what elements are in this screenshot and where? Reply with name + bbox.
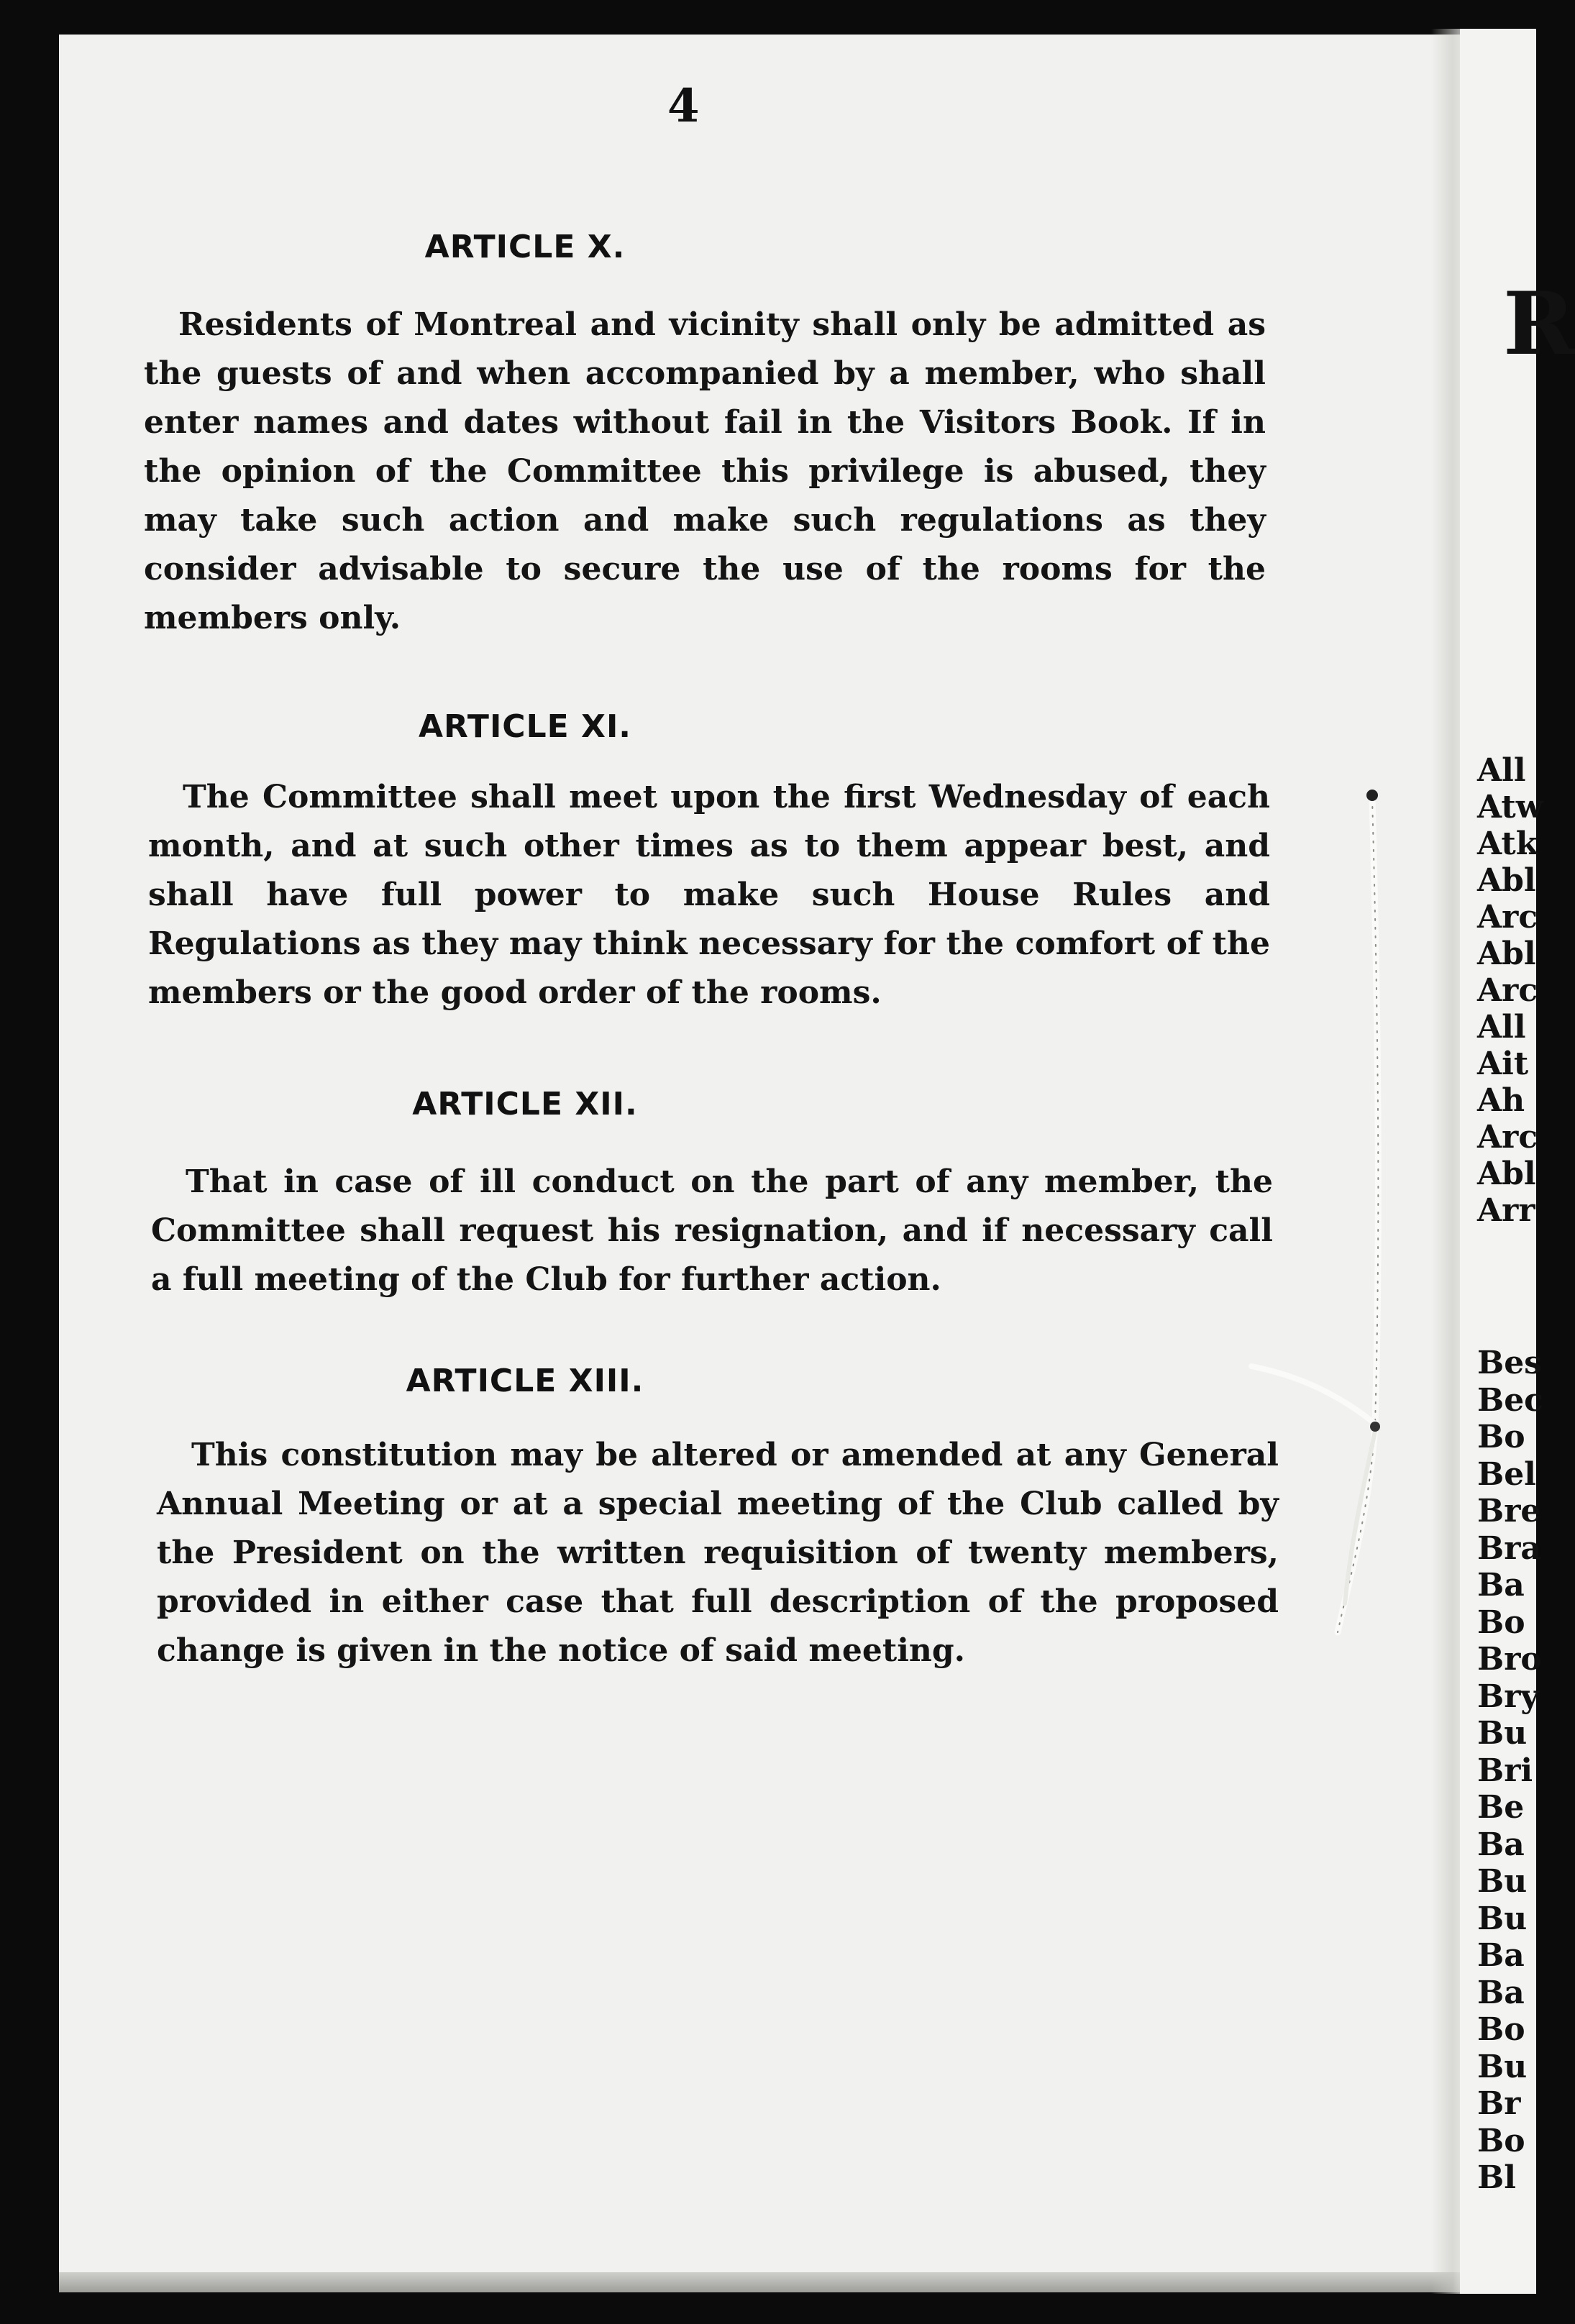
list-item: Ait bbox=[1477, 1046, 1529, 1082]
article-xi-title: ARTICLE XI. bbox=[418, 708, 632, 745]
list-item: Arr bbox=[1477, 1192, 1535, 1229]
list-item: Arc bbox=[1477, 972, 1538, 1009]
page-edge-shadow bbox=[59, 2272, 1536, 2292]
article-x-title: ARTICLE X. bbox=[424, 229, 626, 265]
list-item: Bu bbox=[1477, 1715, 1528, 1752]
list-item: Bre bbox=[1477, 1493, 1541, 1529]
list-item: Ba bbox=[1477, 1937, 1525, 1974]
member-name-list-b bbox=[1477, 1345, 1543, 2197]
list-item: Arc bbox=[1477, 1119, 1538, 1156]
list-item: Bry bbox=[1477, 1678, 1539, 1715]
list-item: Be bbox=[1477, 1789, 1525, 1826]
list-item: Bl bbox=[1477, 2159, 1516, 2196]
list-item: Bes bbox=[1477, 1345, 1542, 1381]
member-name-list-a bbox=[1477, 752, 1543, 1229]
list-item: Bel bbox=[1477, 1455, 1536, 1493]
list-item: Ba bbox=[1477, 1974, 1525, 2011]
list-item: Bri bbox=[1477, 1752, 1533, 1789]
list-item: Bu bbox=[1477, 1900, 1528, 1937]
list-item: Ah bbox=[1477, 1082, 1525, 1119]
list-item: Abl bbox=[1477, 862, 1536, 899]
article-x-text: Residents of Montreal and vicinity shall only be admitted as the guests of and when accompanied by a member, who shall enter names and dates without fail in the Visitors Book. If in the opinion of the Committee this privilege is abused, they may take such action and make such regulations as they consider advisable to secure the use of the rooms for the members only. bbox=[144, 306, 1266, 636]
list-item: Bec bbox=[1477, 1381, 1543, 1419]
article-xiii-text: This constitution may be altered or amended at any General Annual Meeting or at a special meeting of the Club called by the President on the written requisition of twenty members, provided in either case that full description of the proposed change is given in the notice of said meeting. bbox=[157, 1437, 1279, 1669]
article-xii-text: That in case of ill conduct on the part of any member, the Committee shall request his resignation, and if necessary call a full meeting of the Club for further action. bbox=[151, 1163, 1273, 1298]
list-item: Ba bbox=[1477, 1567, 1525, 1604]
list-item: Ba bbox=[1477, 1826, 1525, 1863]
article-xii-title: ARTICLE XII. bbox=[412, 1086, 638, 1122]
list-item: Bo bbox=[1477, 1604, 1525, 1641]
list-item: Bo bbox=[1477, 2011, 1525, 2048]
list-item: Bo bbox=[1477, 2122, 1525, 2159]
list-item: Bo bbox=[1477, 1419, 1525, 1455]
list-item: Bro bbox=[1477, 1641, 1542, 1678]
list-item: Br bbox=[1477, 2085, 1521, 2122]
article-xi-text: The Committee shall meet upon the first Wednesday of each month, and at such other times as to them appear best, and shall have full power to make such House Rules and Regulations as they may think necessary for the comfort of the members or the good order of the rooms. bbox=[148, 779, 1270, 1011]
list-item: Abl bbox=[1477, 1156, 1536, 1192]
list-item: Bu bbox=[1477, 2048, 1528, 2085]
list-item: All bbox=[1477, 1009, 1526, 1046]
list-item: Atw bbox=[1477, 789, 1543, 825]
decorative-initial: R bbox=[1503, 273, 1575, 375]
page-number: 4 bbox=[667, 79, 700, 133]
list-item: Atk bbox=[1477, 825, 1538, 862]
list-item: Bra bbox=[1477, 1529, 1541, 1567]
list-item: Abl bbox=[1477, 935, 1536, 972]
list-item: Bu bbox=[1477, 1863, 1528, 1900]
list-item: Arc bbox=[1477, 899, 1538, 935]
article-xiii-title: ARTICLE XIII. bbox=[406, 1363, 644, 1399]
list-item: All bbox=[1477, 752, 1526, 789]
